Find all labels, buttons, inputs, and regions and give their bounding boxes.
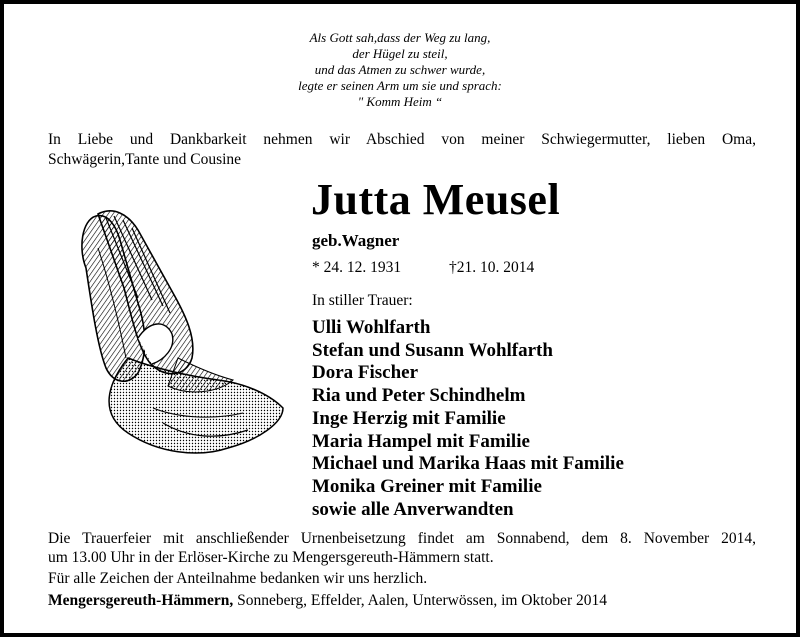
mourner: sowie alle Anverwandten <box>312 498 514 520</box>
poem-line: " Komm Heim “ <box>357 94 443 109</box>
places-line <box>48 592 607 610</box>
mourner: Monika Greiner mit Familie <box>312 475 542 497</box>
mourners-list <box>312 317 624 521</box>
ceremony-line: um 13.00 Uhr in der Erlöser-Kirche zu Mengersgereuth-Hämmern statt. <box>48 549 494 566</box>
praying-hands-icon <box>68 208 288 478</box>
mourner: Inge Herzig mit Familie <box>312 407 506 429</box>
mourner: Ulli Wohlfarth <box>312 317 431 338</box>
mourner: Dora Fischer <box>312 362 419 384</box>
other-places: Sonneberg, Effelder, Aalen, Unterwössen, im Oktober 2014 <box>233 592 607 609</box>
intro-line: Schwägerin,Tante und Cousine <box>48 151 242 168</box>
intro-text <box>48 130 756 170</box>
deceased-name: Jutta Meusel <box>311 175 561 224</box>
thanks-text: Für alle Zeichen der Anteilnahme bedanken wir uns herzlich. <box>48 570 428 587</box>
ceremony-info <box>48 529 756 567</box>
poem <box>4 30 796 110</box>
mourner: Stefan und Susann Wohlfarth <box>312 339 553 361</box>
life-dates <box>312 259 535 277</box>
mourner: Maria Hampel mit Familie <box>312 430 530 452</box>
mourner: Ria und Peter Schindhelm <box>312 385 526 407</box>
mourner: Michael und Marika Haas mit Familie <box>312 453 624 475</box>
ceremony-line: Die Trauerfeier mit anschließender Urnenbeisetzung findet am Sonnabend, dem 8. November 2014, <box>48 530 756 547</box>
birth-date: * 24. 12. 1931 <box>312 259 402 276</box>
poem-line: legte er seinen Arm um sie und sprach: <box>298 78 502 93</box>
poem-line: und das Atmen zu schwer wurde, <box>314 62 486 77</box>
main-place: Mengersgereuth-Hämmern, <box>48 592 234 609</box>
poem-line: Als Gott sah,dass der Weg zu lang, <box>309 30 491 45</box>
mourning-label: In stiller Trauer: <box>312 292 413 309</box>
intro-line: In Liebe und Dankbarkeit nehmen wir Abschied von meiner Schwiegermutter, lieben Oma, <box>48 131 756 148</box>
maiden-name: geb.Wagner <box>312 231 400 250</box>
poem-line: der Hügel zu steil, <box>352 46 448 61</box>
death-date: †21. 10. 2014 <box>449 259 535 276</box>
